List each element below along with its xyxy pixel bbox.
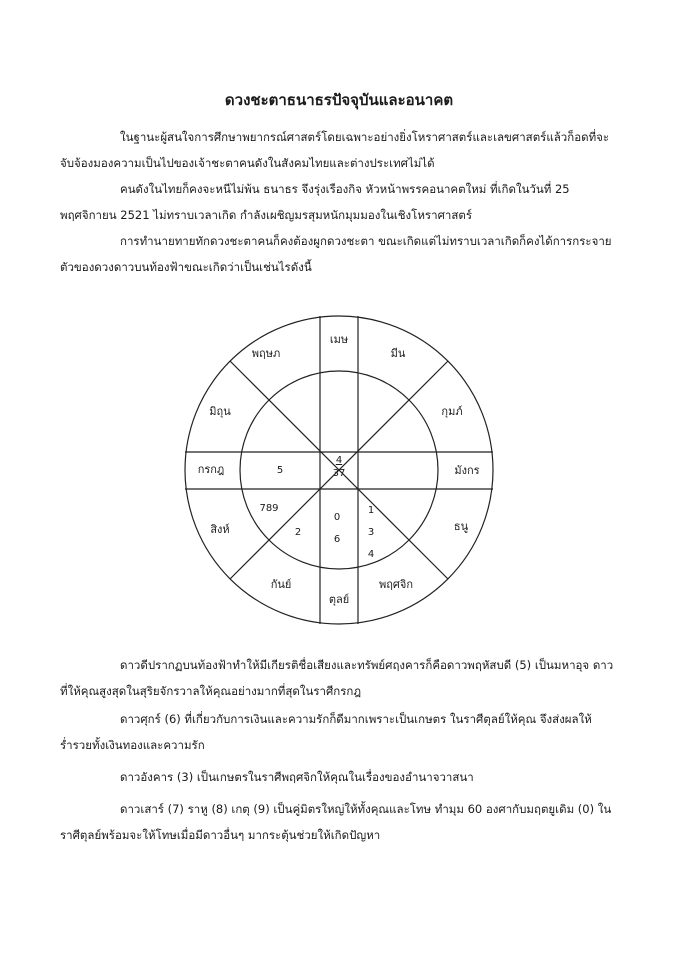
sign-tula: ตุลย์: [328, 593, 350, 606]
planet-number: 1: [367, 505, 375, 516]
sign-mina: มีน: [390, 347, 406, 360]
sign-karkata: กรกฎ: [197, 463, 225, 476]
body-paragraph-1: ดาวดีปรากฏบนท้องฟ้าทำให้มีเกียรติชื่อเสียงและทรัพย์ศฤงคารก็คือดาวพฤหัสบดี (5) เป็นมหาอุจ ดาวที่ให้คุณสูงสุดในสุริยจักรวาลให้คุณอย่างมากที่สุดในราศีกรกฎ: [60, 658, 614, 698]
intro-paragraph-3: การทำนายทายทักดวงชะตาคนก็คงต้องผูกดวงชะตา ขณะเกิดแต่ไม่ทราบเวลาเกิดก็คงได้การกระจายตัวของดวงดาวบนท้องฟ้าขณะเกิดว่าเป็นเช่นไรดังนี้: [60, 234, 612, 274]
planet-number: 37: [332, 468, 346, 479]
planet-number: 4: [335, 455, 343, 466]
planet-number: 3: [367, 527, 375, 538]
sign-mesha: เมษ: [329, 333, 349, 346]
planet-number: 2: [294, 527, 302, 538]
planet-number: 4: [367, 549, 375, 560]
sign-mithuna: มิถุน: [209, 405, 231, 418]
body-paragraph-4: ดาวเสาร์ (7) ราหู (8) เกตุ (9) เป็นคู่มิตรใหญ่ให้ทั้งคุณและโทษ ทำมุม 60 องศากับมฤตยูเดิม (0) ในราศีตุลย์พร้อมจะให้โทษเมื่อมีดาวอื่นๆ มากระตุ้นช่วยให้เกิดปัญหา: [60, 802, 612, 842]
sign-vrischika: พฤศจิก: [379, 578, 413, 591]
page-title: ดวงชะตาธนาธรปัจจุบันและอนาคต: [224, 91, 454, 109]
body-paragraph-2: ดาวศุกร์ (6) ที่เกี่ยวกับการเงินและความรักก็ดีมากเพราะเป็นเกษตร ในราศีตุลย์ให้คุณ จึงส่งผลให้ร่ำรวยทั้งเงินทองและความรัก: [60, 712, 592, 752]
body-paragraph-3: ดาวอังคาร (3) เป็นเกษตรในราศีพฤศจิกให้คุณในเรื่องของอำนาจวาสนา: [120, 770, 474, 784]
sign-dhanu: ธนู: [453, 520, 469, 533]
sign-simha: สิงห์: [210, 523, 230, 536]
sign-vrishabha: พฤษภ: [251, 347, 281, 360]
intro-paragraph-1: ในฐานะผู้สนใจการศึกษาพยากรณ์ศาสตร์โดยเฉพาะอย่างยิ่งโหราศาสตร์และเลขศาสตร์แล้วก็อดที่จะจับจ้องมองความเป็นไปของเจ้าชะตาคนดังในสังคมไทยและต่างประเทศไม่ได้: [60, 130, 610, 170]
planet-number: 6: [333, 534, 341, 545]
planet-number: 0: [333, 512, 341, 523]
sign-kanya: กันย์: [270, 578, 292, 591]
sign-makara: มังกร: [454, 464, 480, 477]
planet-number: 789: [259, 503, 279, 514]
sign-kumbha: กุมภ์: [441, 405, 463, 418]
intro-paragraph-2: คนดังในไทยก็คงจะหนีไม่พ้น ธนาธร จึงรุ่งเรืองกิจ หัวหน้าพรรคอนาคตใหม่ ที่เกิดในวันที่ 25 พฤศจิกายน 2521 ไม่ทราบเวลาเกิด กำลังเผชิญมรสุมหนักมุมมองในเชิงโหราศาสตร์: [60, 182, 570, 222]
planet-number: 5: [276, 465, 284, 476]
